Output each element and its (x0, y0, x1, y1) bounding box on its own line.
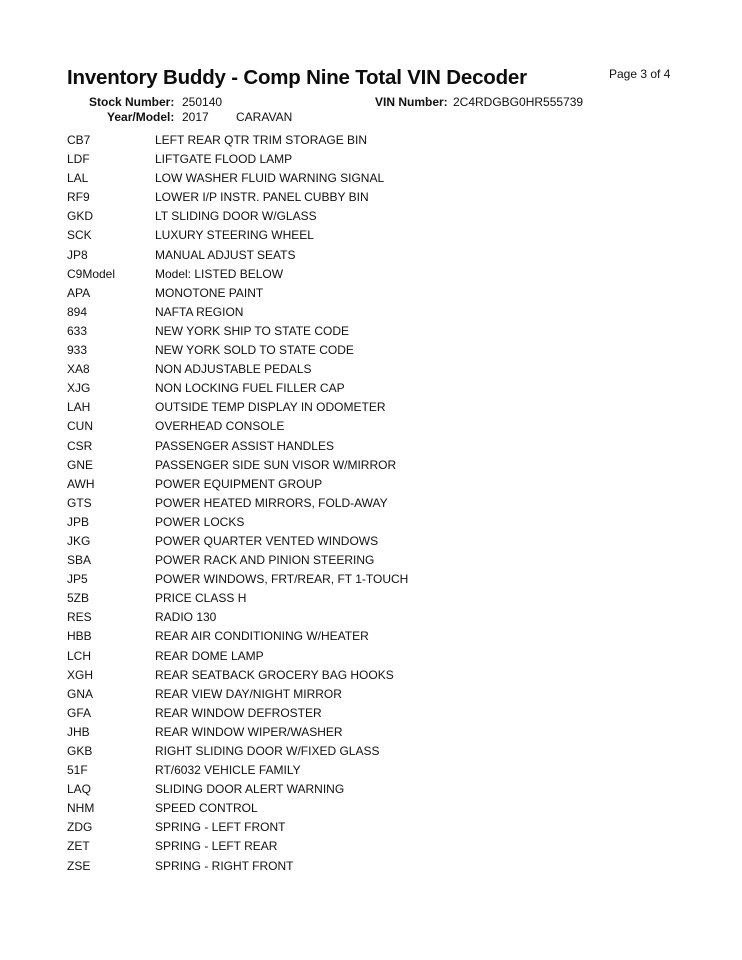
option-description: LIFTGATE FLOOD LAMP (155, 152, 293, 167)
document-title: Inventory Buddy - Comp Nine Total VIN Decoder (67, 66, 527, 89)
option-code: RF9 (67, 190, 90, 205)
option-row (67, 532, 707, 551)
option-row (67, 322, 707, 341)
option-description: REAR WINDOW DEFROSTER (155, 705, 322, 720)
option-code: AWH (67, 476, 95, 491)
option-row (67, 780, 707, 799)
option-code: XA8 (67, 362, 90, 377)
option-description: SLIDING DOOR ALERT WARNING (155, 782, 345, 797)
option-description: RIGHT SLIDING DOOR W/FIXED GLASS (155, 744, 380, 758)
option-row (67, 456, 707, 475)
option-description: NAFTA REGION (155, 304, 244, 319)
option-row (67, 284, 707, 303)
option-row (67, 723, 707, 742)
option-description: SPRING - RIGHT FRONT (155, 858, 294, 873)
option-code: 5ZB (67, 591, 90, 606)
option-row (67, 475, 707, 494)
stock-number-value: 250140 (182, 95, 223, 109)
option-row (67, 494, 707, 513)
option-row (67, 226, 707, 245)
option-description: SPRING - LEFT REAR (155, 839, 278, 854)
option-row (67, 742, 707, 761)
option-description: POWER WINDOWS, FRT/REAR, FT 1-TOUCH (155, 572, 409, 587)
option-description: LUXURY STEERING WHEEL (155, 228, 314, 243)
option-row (67, 417, 707, 436)
option-description: REAR SEATBACK GROCERY BAG HOOKS (155, 667, 394, 682)
option-row (67, 246, 707, 265)
option-row (67, 341, 707, 360)
option-row (67, 799, 707, 818)
option-code: ZET (67, 839, 90, 854)
option-description: LT SLIDING DOOR W/GLASS (155, 209, 317, 224)
option-description: NON LOCKING FUEL FILLER CAP (155, 381, 345, 396)
option-code: LAQ (67, 782, 92, 797)
option-row (67, 513, 707, 532)
option-code: XGH (67, 667, 94, 682)
option-code: 933 (67, 343, 88, 358)
option-code: LDF (67, 152, 90, 167)
option-description: NON ADJUSTABLE PEDALS (155, 362, 312, 377)
option-row (67, 437, 707, 456)
option-description: OUTSIDE TEMP DISPLAY IN ODOMETER (155, 400, 386, 415)
option-code: APA (67, 285, 91, 300)
option-row (67, 265, 707, 284)
option-code: HBB (67, 629, 92, 644)
option-description: PRICE CLASS H (155, 591, 247, 606)
year-value: 2017 (182, 110, 209, 124)
option-description: PASSENGER ASSIST HANDLES (155, 438, 334, 453)
option-code: CB7 (67, 133, 91, 147)
option-code: GKB (67, 744, 93, 758)
option-row (67, 608, 707, 627)
option-description: REAR AIR CONDITIONING W/HEATER (155, 629, 369, 644)
option-code: C9Model (67, 266, 116, 281)
option-code: JPB (67, 514, 90, 529)
option-code: GNE (67, 457, 94, 472)
option-code: 51F (67, 763, 88, 778)
vin-label: VIN Number: (375, 95, 448, 109)
option-description: MANUAL ADJUST SEATS (155, 247, 296, 262)
option-description: OVERHEAD CONSOLE (155, 419, 285, 434)
option-description: POWER RACK AND PINION STEERING (155, 553, 375, 568)
option-row (67, 303, 707, 322)
option-row (67, 207, 707, 226)
option-description: REAR DOME LAMP (155, 648, 264, 663)
option-code: 633 (67, 323, 88, 338)
option-row (67, 857, 707, 876)
option-description: SPRING - LEFT FRONT (155, 820, 286, 835)
option-description: POWER HEATED MIRRORS, FOLD-AWAY (155, 495, 388, 510)
stock-number-label: Stock Number: (89, 95, 175, 109)
option-description: RADIO 130 (155, 610, 217, 625)
option-code: GNA (67, 686, 94, 701)
option-description: NEW YORK SOLD TO STATE CODE (155, 343, 354, 358)
option-code: JKG (67, 533, 91, 548)
option-row (67, 131, 707, 150)
option-code: ZSE (67, 858, 91, 873)
page-number: Page 3 of 4 (609, 67, 671, 81)
option-description: POWER EQUIPMENT GROUP (155, 476, 323, 491)
model-value: CARAVAN (236, 110, 293, 124)
option-code: JP8 (67, 247, 88, 262)
year-model-label: Year/Model: (107, 110, 175, 124)
option-code: LAH (67, 400, 91, 415)
option-code: CSR (67, 438, 93, 453)
option-description: PASSENGER SIDE SUN VISOR W/MIRROR (155, 457, 397, 472)
option-code: RES (67, 610, 92, 625)
option-code: JP5 (67, 572, 88, 587)
option-description: Model: LISTED BELOW (155, 266, 284, 281)
option-row (67, 627, 707, 646)
options-list (67, 131, 707, 876)
option-description: POWER QUARTER VENTED WINDOWS (155, 533, 379, 548)
option-row (67, 685, 707, 704)
option-code: CUN (67, 419, 93, 434)
option-row (67, 360, 707, 379)
option-row (67, 837, 707, 856)
option-description: LOWER I/P INSTR. PANEL CUBBY BIN (155, 190, 369, 205)
option-row (67, 169, 707, 188)
option-code: XJG (67, 381, 91, 396)
option-code: GFA (67, 705, 92, 720)
option-row (67, 570, 707, 589)
option-row (67, 666, 707, 685)
option-row (67, 188, 707, 207)
option-row (67, 818, 707, 837)
option-row (67, 150, 707, 169)
option-description: LOW WASHER FLUID WARNING SIGNAL (155, 171, 385, 186)
option-code: 894 (67, 304, 88, 319)
option-code: NHM (67, 801, 95, 816)
option-row (67, 398, 707, 417)
option-description: POWER LOCKS (155, 514, 245, 529)
option-code: JHB (67, 724, 90, 739)
option-row (67, 589, 707, 608)
option-code: GTS (67, 495, 92, 510)
option-row (67, 704, 707, 723)
option-row (67, 761, 707, 780)
option-description: NEW YORK SHIP TO STATE CODE (155, 323, 350, 338)
option-row (67, 551, 707, 570)
option-code: SBA (67, 553, 92, 568)
option-description: MONOTONE PAINT (155, 285, 264, 300)
option-description: REAR WINDOW WIPER/WASHER (155, 724, 343, 739)
option-row (67, 379, 707, 398)
option-description: SPEED CONTROL (155, 801, 258, 816)
vin-value: 2C4RDGBG0HR555739 (453, 95, 584, 109)
option-code: GKD (67, 209, 94, 224)
option-code: LAL (67, 171, 89, 186)
option-code: ZDG (67, 820, 93, 835)
option-description: RT/6032 VEHICLE FAMILY (155, 763, 301, 778)
option-code: SCK (67, 228, 92, 243)
option-description: REAR VIEW DAY/NIGHT MIRROR (155, 686, 342, 701)
option-row (67, 647, 707, 666)
option-code: LCH (67, 648, 92, 663)
option-description: LEFT REAR QTR TRIM STORAGE BIN (155, 133, 368, 147)
